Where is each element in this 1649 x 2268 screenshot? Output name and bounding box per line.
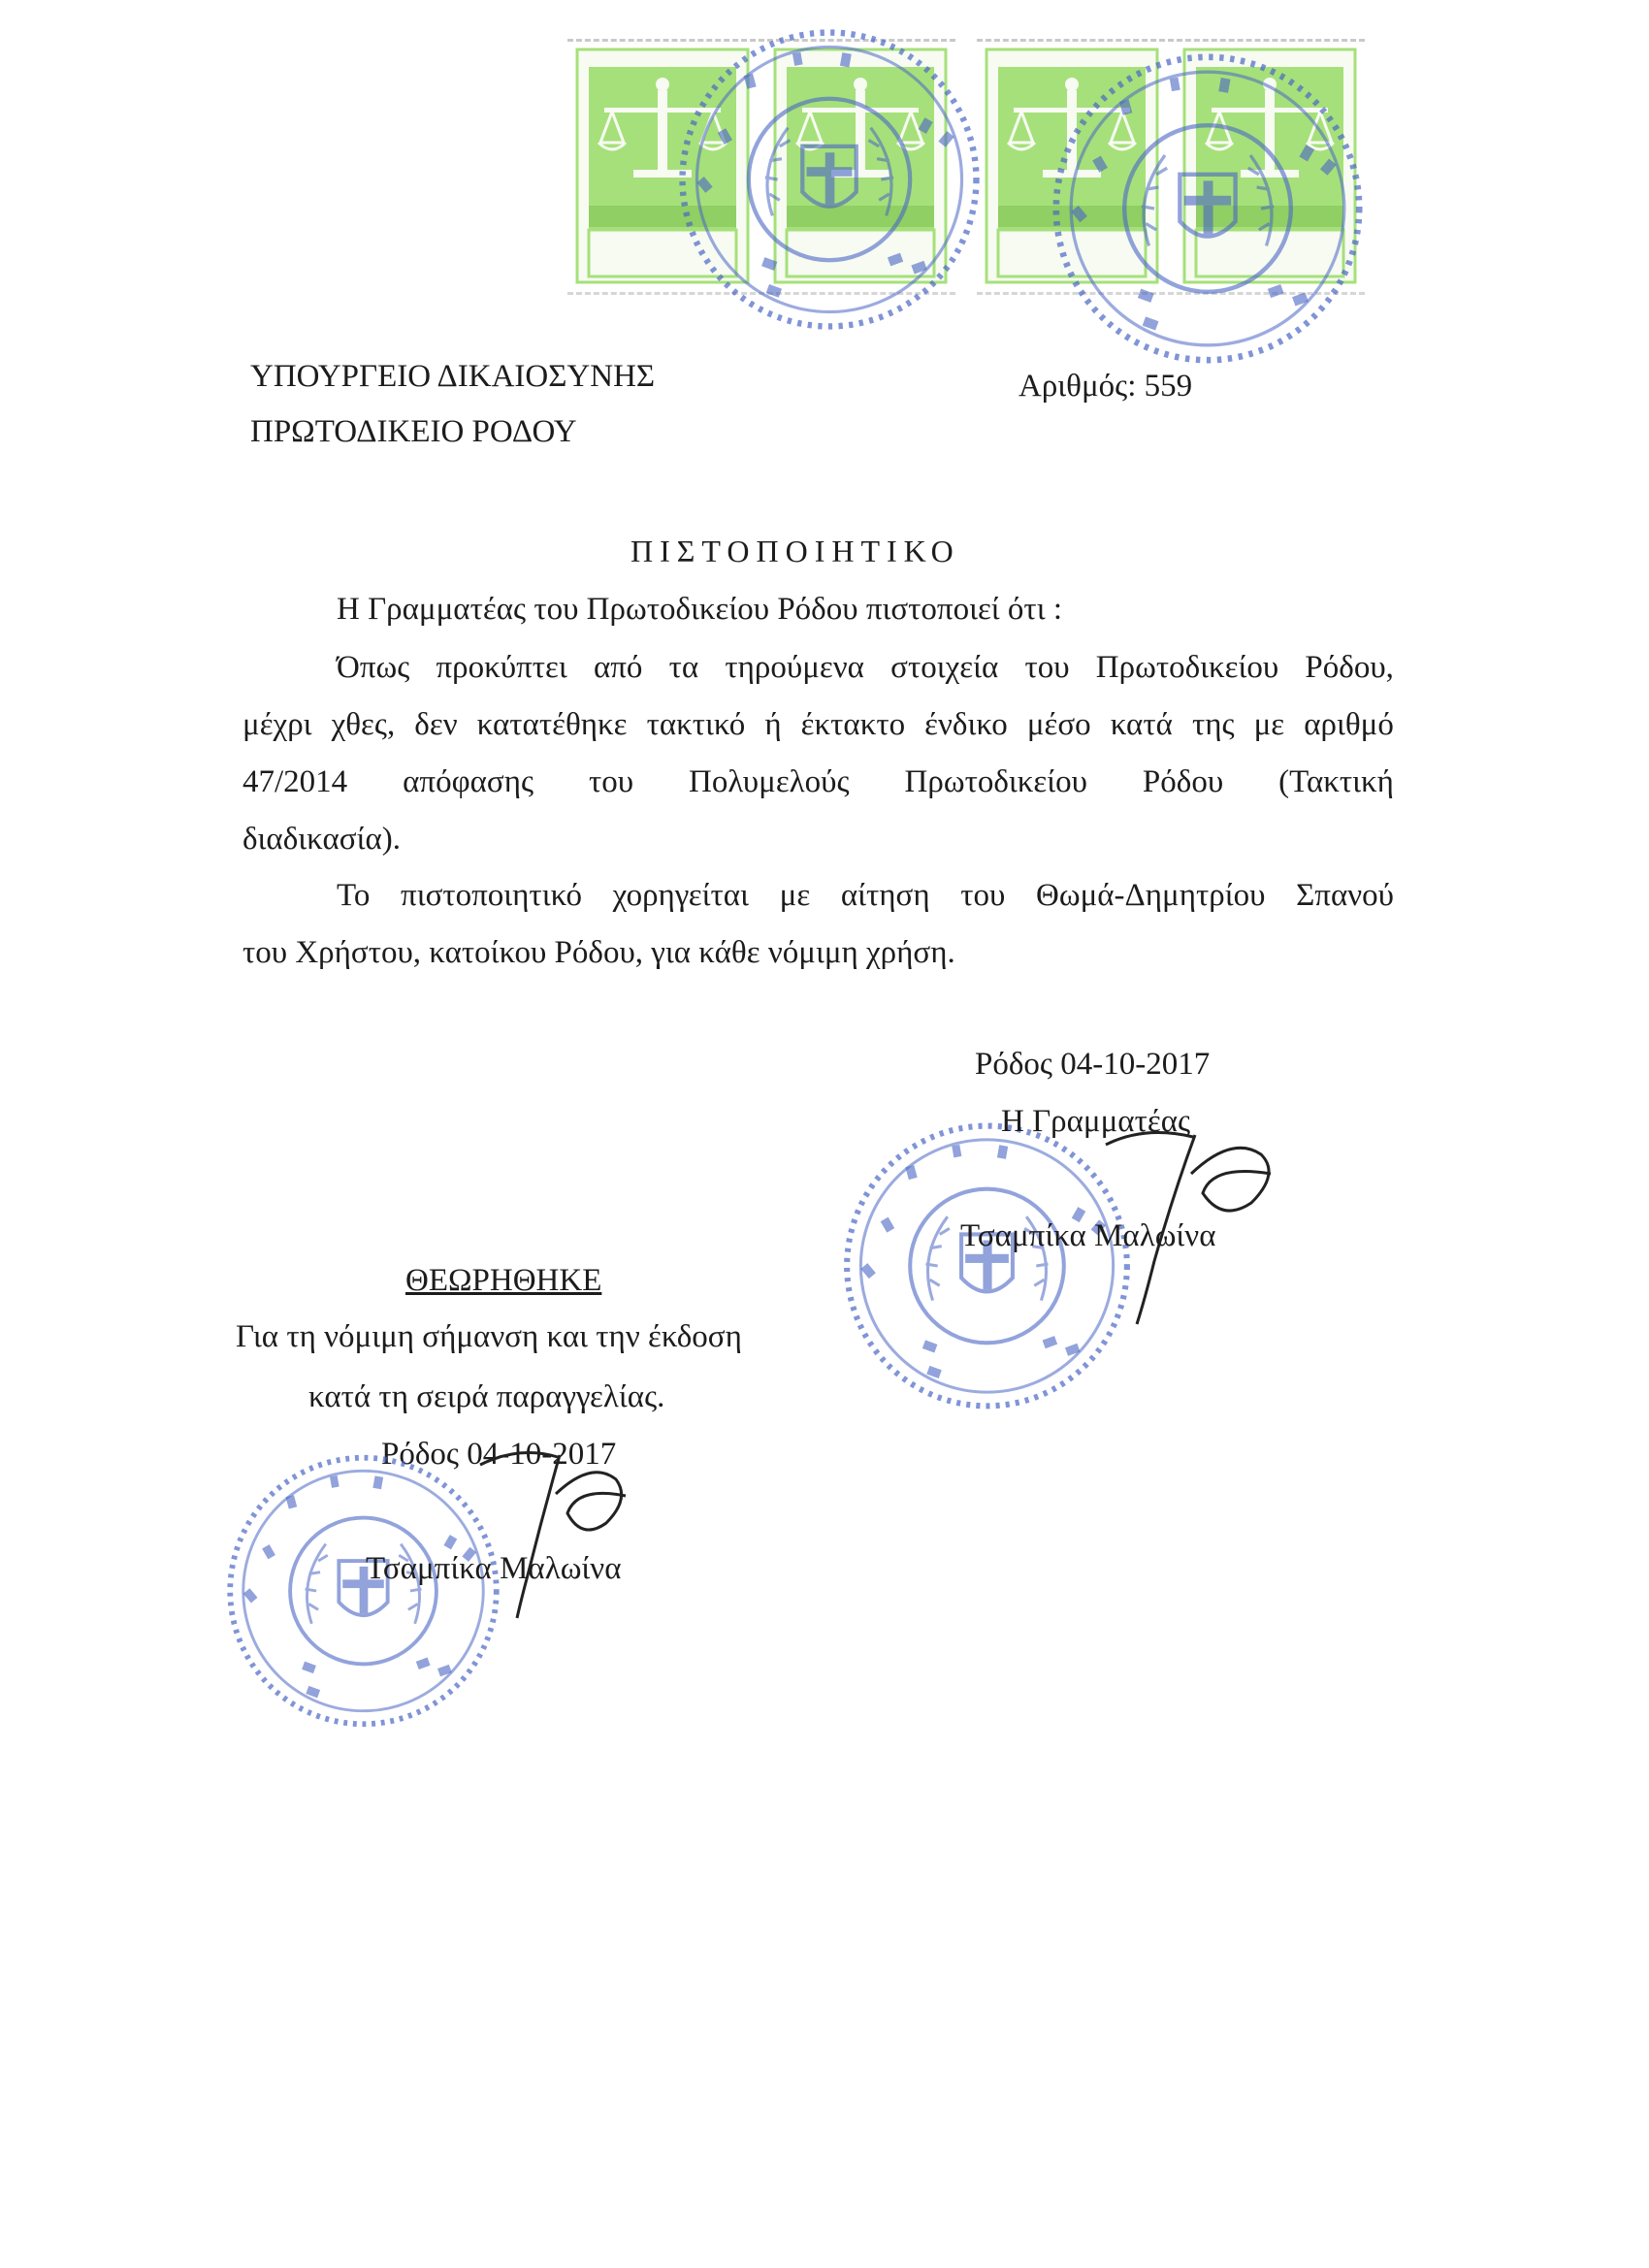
court-name: ΠΡΩΤΟΔΙΚΕΙΟ ΡΟΔΟΥ	[250, 414, 577, 449]
paragraph-word: πιστοποιητικό	[401, 878, 582, 913]
paragraph-word: τα	[668, 650, 699, 685]
paragraph-word: ένδικο	[924, 707, 1008, 742]
paragraph-word: χθες,	[331, 707, 396, 742]
endorsement-line: κατά τη σειρά παραγγελίας.	[308, 1379, 665, 1414]
paragraph-word: μέσο	[1026, 707, 1091, 742]
paragraph-line	[242, 933, 1394, 972]
paragraph-word: δεν	[414, 707, 458, 742]
paragraph-word: αίτηση	[840, 878, 930, 913]
paragraph-word: του Χρήστου, κατοίκου Ρόδου, για κάθε νόμιμη χρήση.	[242, 935, 955, 970]
paragraph-word: Πρωτοδικείου	[904, 764, 1087, 799]
paragraph-line	[242, 705, 1394, 744]
paragraph-word: τηρούμενα	[725, 650, 864, 685]
paragraph-word: του	[1024, 650, 1070, 685]
document-title: ΠΙΣΤΟΠΟΙΗΤΙΚΟ	[630, 534, 960, 568]
endorsement-date: Ρόδος 04-10-2017	[381, 1437, 617, 1472]
paragraph-word: (Τακτική	[1278, 764, 1394, 799]
endorsement-heading: ΘΕΩΡΗΘΗΚΕ	[405, 1263, 602, 1298]
paragraph-word: απόφασης	[403, 764, 534, 799]
paragraph-word: μέχρι	[242, 707, 312, 742]
paragraph-word: Θωμά-Δημητρίου	[1036, 878, 1266, 913]
document-number: Αριθμός: 559	[1018, 369, 1193, 404]
paragraph-line	[242, 762, 1394, 801]
paragraph-word: με	[1253, 707, 1285, 742]
issue-date: Ρόδος 04-10-2017	[975, 1047, 1211, 1082]
paragraph-word: Το	[337, 878, 371, 913]
paragraph-word: Όπως	[337, 650, 410, 685]
court-seal-icon	[664, 24, 994, 335]
paragraph-word: τακτικό	[646, 707, 746, 742]
paragraph-line	[242, 820, 1394, 859]
signatory-name: Τσαμπίκα Μαλωίνα	[960, 1218, 1216, 1253]
paragraph-word: 47/2014	[242, 764, 348, 799]
handwritten-signature-icon	[470, 1436, 655, 1620]
paragraph-word: της	[1191, 707, 1235, 742]
court-seal-icon	[1048, 49, 1368, 369]
paragraph-line	[337, 648, 1394, 687]
paragraph-word: κατά	[1110, 707, 1173, 742]
paragraph-word: προκύπτει	[436, 650, 567, 685]
paragraph-word: με	[779, 878, 811, 913]
paragraph-word: κατατέθηκε	[476, 707, 628, 742]
paragraph-word: αριθμό	[1304, 707, 1394, 742]
paragraph-word: του	[588, 764, 634, 799]
signatory-role: Η Γραμματέας	[1001, 1104, 1191, 1139]
paragraph-word: του	[960, 878, 1006, 913]
paragraph-word: Πολυμελούς	[689, 764, 850, 799]
paragraph-word: Σπανού	[1296, 878, 1394, 913]
paragraph-word: Ρόδου,	[1305, 650, 1394, 685]
endorsement-line: Για τη νόμιμη σήμανση και την έκδοση	[236, 1319, 742, 1354]
paragraph-word: από	[593, 650, 643, 685]
paragraph-word: ή	[764, 707, 782, 742]
ministry-name: ΥΠΟΥΡΓΕΙΟ ΔΙΚΑΙΟΣΥΝΗΣ	[250, 359, 656, 394]
paragraph-word: χορηγείται	[612, 878, 749, 913]
endorsement-signatory-name: Τσαμπίκα Μαλωίνα	[366, 1551, 622, 1586]
intro-sentence: Η Γραμματέας του Πρωτοδικείου Ρόδου πιστοποιεί ότι :	[337, 592, 1062, 627]
paragraph-line	[337, 876, 1394, 915]
paragraph-word: Ρόδου	[1142, 764, 1224, 799]
paragraph-word: διαδικασία).	[242, 822, 401, 857]
paragraph-word: στοιχεία	[890, 650, 999, 685]
paragraph-word: Πρωτοδικείου	[1095, 650, 1279, 685]
paragraph-word: έκτακτο	[800, 707, 906, 742]
